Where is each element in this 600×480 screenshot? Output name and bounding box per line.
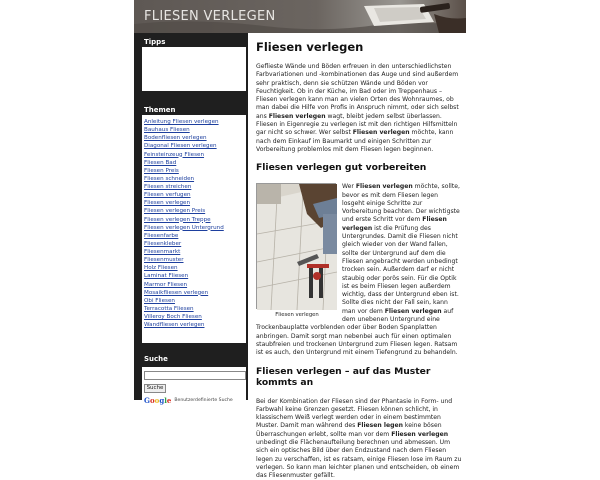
post-title[interactable]: Fliesen verlegen: [256, 40, 462, 54]
tipps-widget-body: [142, 47, 246, 91]
widget-title-themen: Themen: [134, 101, 248, 115]
themen-link-list: [142, 115, 246, 343]
search-input[interactable]: [144, 371, 246, 380]
themen-link[interactable]: Fliesen verfugen: [144, 191, 246, 199]
themen-link[interactable]: Fliesen verlegen Treppe: [144, 216, 246, 224]
themen-link[interactable]: Mosaikfliesen verlegen: [144, 289, 246, 297]
themen-link[interactable]: Bodenfliesen verlegen: [144, 134, 246, 142]
keyword-bold: Fliesen verlegen: [269, 113, 326, 120]
tile-photo-figure: [256, 183, 338, 318]
themen-link[interactable]: Fliesenkleber: [144, 240, 246, 248]
google-custom-search-label: Benutzerdefinierte Suche: [174, 398, 232, 403]
themen-link[interactable]: Fliesen Bad: [144, 159, 246, 167]
themen-link[interactable]: Fliesen verlegen: [144, 199, 246, 207]
google-logo: Google: [144, 396, 171, 405]
themen-link[interactable]: Fliesen verlegen Preis: [144, 207, 246, 215]
widget-title-suche: Suche: [134, 350, 248, 364]
page-background-right: [466, 0, 600, 400]
themen-link[interactable]: Laminat Fliesen: [144, 272, 246, 280]
search-widget: [142, 367, 246, 433]
main-content: [252, 33, 466, 400]
themen-link[interactable]: Fliesen verlegen Untergrund: [144, 224, 246, 232]
themen-link[interactable]: Anleitung Fliesen verlegen: [144, 118, 246, 126]
muster-paragraph: Bei der Kombination der Fliesen sind der Phantasie in Form- und Farbwahl keine Grenzen gesetzt. Fliesen können schlicht, in klassischem Weiß verlegt werden oder in einem bestimmten Muster. Damit man während des Fliesen legen keine bösen Überraschungen erlebt, sollte man vor dem Fliesen verlegen unbedingt die Flächenaufteilung berechnen und abmessen. Um sich ein optisches Bild über den Endzustand nach dem Fliesen legen zu verschaffen, ist es ratsam, einige Fliesen lose im Raum zu verlegen. So kann man leichter planen und entscheiden, ob einem das Fliesenmuster gefällt.: [256, 398, 462, 480]
keyword-bold: Fliesen verlegen: [385, 308, 442, 315]
search-button[interactable]: Suche: [144, 384, 166, 393]
themen-link[interactable]: Fliesen schneiden: [144, 175, 246, 183]
themen-link[interactable]: Fliesenmuster: [144, 256, 246, 264]
page-background-left: [0, 0, 134, 400]
widget-title-tipps: Tipps: [134, 33, 248, 47]
themen-link[interactable]: Bauhaus Fliesen: [144, 126, 246, 134]
themen-link[interactable]: Feinsteinzeug Fliesen: [144, 151, 246, 159]
themen-link[interactable]: Fliesen Preis: [144, 167, 246, 175]
sidebar: [134, 33, 248, 400]
prep-paragraph: Wer Fliesen verlegen möchte, sollte, bevor es mit dem Fliesen legen losgeht einige Schritte zur Vorbereitung beachten. Der wichtigste und erste Schritt vor dem Fliesen verlegen ist die Prüfung des Untergrundes. Damit die Fliesen nicht gleich wieder von der Wand fallen, sollte der Untergrund auf dem die Fliesen angebracht werden unbedingt trocken sein. Außerdem darf er nicht staubig oder porös sein. Für die Optik ist es beim Fliesen legen außerdem wichtig, dass der Untergrund eben ist. Sollte dies nicht der Fall sein, kann man vor dem Fliesen verlegen auf dem unebenen Untergrund eine Trockenbauplatte vorblenden oder über Boden Spanplatten anbringen. Damit sorgt man nebenbei auch für einen optimalen staubfreien und trockenen Untergrund zum Fliesen legen. Ratsam ist es auch, den Untergrund mit einem Tiefengrund zu behandeln.: [256, 183, 462, 357]
themen-link[interactable]: Villeroy Boch Fliesen: [144, 313, 246, 321]
keyword-bold: Fliesen verlegen: [342, 216, 447, 231]
keyword-bold: Fliesen legen: [357, 422, 403, 429]
keyword-bold: Fliesen verlegen: [391, 431, 448, 438]
site-header: [134, 0, 466, 33]
tile-laying-photo[interactable]: [256, 183, 336, 309]
site-title[interactable]: FLIESEN VERLEGEN: [144, 9, 276, 24]
keyword-bold: Fliesen verlegen: [356, 183, 413, 190]
themen-link[interactable]: Holz Fliesen: [144, 264, 246, 272]
google-branding: [144, 396, 244, 405]
themen-link[interactable]: Marmor Fliesen: [144, 281, 246, 289]
section-heading-muster: Fliesen verlegen – auf das Muster kommts an: [256, 366, 462, 388]
section-heading-prep: Fliesen verlegen gut vorbereiten: [256, 162, 462, 173]
photo-caption: Fliesen verlegen: [256, 312, 338, 318]
page-wrapper: [134, 0, 466, 400]
themen-link[interactable]: Terracotta Fliesen: [144, 305, 246, 313]
themen-link[interactable]: Fliesenmarkt: [144, 248, 246, 256]
themen-link[interactable]: Fliesen streichen: [144, 183, 246, 191]
keyword-bold: Fliesen verlegen: [353, 129, 410, 136]
intro-paragraph: Geflieste Wände und Böden erfreuen in den unterschiedlichsten Farbvariationen und -kombinationen das Auge und sind außerdem sehr praktisch, denn sie schützen Wände und Böden vor Feuchtigkeit. Ob in der Küche, im Bad oder im Treppenhaus – Fliesen verlegen kann man an vielen Orten des Wohnraumes, ob man dabei die Hilfe von Profis in Anspruch nimmt, oder sich selbst ans Fliesen verlegen wagt, bleibt jedem selbst überlassen. Fliesen in Eigenregie zu verlegen ist mit den richtigen Hilfsmitteln gar nicht so schwer. Wer selbst Fliesen verlegen möchte, kann nach dem Einkauf im Baumarkt und einigen Schritten zur Vorbereitung problemlos mit dem Fliesen legen beginnen.: [256, 63, 462, 154]
themen-link[interactable]: Diagonal Fliesen verlegen: [144, 142, 246, 150]
themen-link[interactable]: Obi Fliesen: [144, 297, 246, 305]
tile-laying-image: [257, 184, 337, 310]
themen-link[interactable]: Wandfliesen verlegen: [144, 321, 246, 329]
themen-link[interactable]: Fliesenfarbe: [144, 232, 246, 240]
